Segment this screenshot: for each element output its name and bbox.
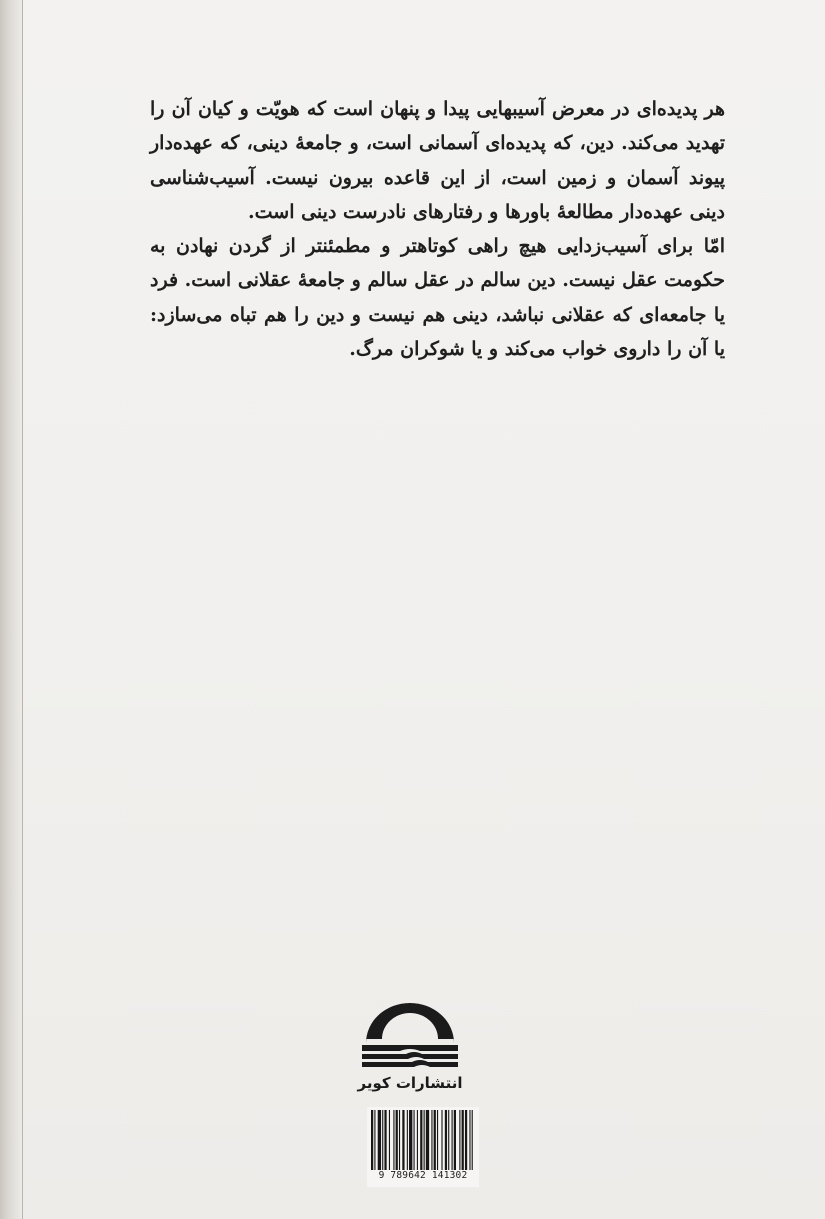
blurb-paragraph-2: امّا برای آسیب‌زدایی هیچ راهی کوتاهتر و مطمئنتر از گردن نهادن به حکومت عقل نیست. دین سالم در عقل سالم و جامعهٔ عقلانی است. فرد یا جامعه‌ای که عقلانی نباشد، دینی هم نیست و دین را هم تباه می‌سازد: یا آن را داروی خواب می‌کند و یا شوکران مرگ. [150, 235, 725, 361]
barcode-bar [459, 1110, 460, 1170]
barcode-bar [374, 1110, 375, 1170]
barcode-bar [371, 1110, 373, 1170]
barcode-bar [437, 1110, 438, 1170]
isbn-barcode [367, 1107, 479, 1187]
barcode-bar [448, 1110, 449, 1170]
blurb-paragraph-1: هر پدیده‌ای در معرض آسیبهایی پیدا و پنهان است که هویّت و کیان آن را تهدید می‌کند. دین، که پدیده‌ای آسمانی است، و جامعهٔ دینی، که عهده‌دار پیوند آسمان و زمین است، از این قاعده بیرون نیست. آسیب‌شناسی دینی عهده‌دار مطالعهٔ باورها و رفتارهای نادرست دینی است. [150, 98, 725, 223]
barcode-bar [420, 1110, 422, 1170]
barcode-bar [417, 1110, 418, 1170]
barcode-bar [454, 1110, 456, 1170]
barcode-bar [378, 1110, 381, 1170]
barcode-bar [393, 1110, 394, 1170]
blurb-text [150, 92, 725, 366]
barcode-bar [465, 1110, 467, 1170]
spine-fold-line [22, 0, 23, 1219]
barcode-bar [382, 1110, 383, 1170]
barcode-bar [396, 1110, 398, 1170]
barcode-bar [389, 1110, 390, 1170]
barcode-bar [407, 1110, 408, 1170]
barcode-bar [402, 1110, 404, 1170]
barcode-bar [424, 1110, 425, 1170]
barcode-bar [384, 1110, 386, 1170]
isbn-number: 9 789642 141302 [378, 1170, 468, 1181]
barcode-bar [462, 1110, 464, 1170]
barcode-bar [426, 1110, 429, 1170]
barcode-bar [413, 1110, 414, 1170]
publisher-name: انتشارات کویر [357, 1074, 463, 1092]
barcode-bar [452, 1110, 453, 1170]
barcode-bar [409, 1110, 412, 1170]
barcode-bar [441, 1110, 442, 1170]
spine-edge [0, 0, 22, 1219]
barcode-bar [469, 1110, 470, 1170]
barcode-bar [434, 1110, 436, 1170]
barcode-bar [399, 1110, 400, 1170]
barcode-bar [445, 1110, 447, 1170]
barcode-bar [472, 1110, 473, 1170]
barcode-bar [431, 1110, 432, 1170]
barcode-icon [371, 1110, 475, 1170]
